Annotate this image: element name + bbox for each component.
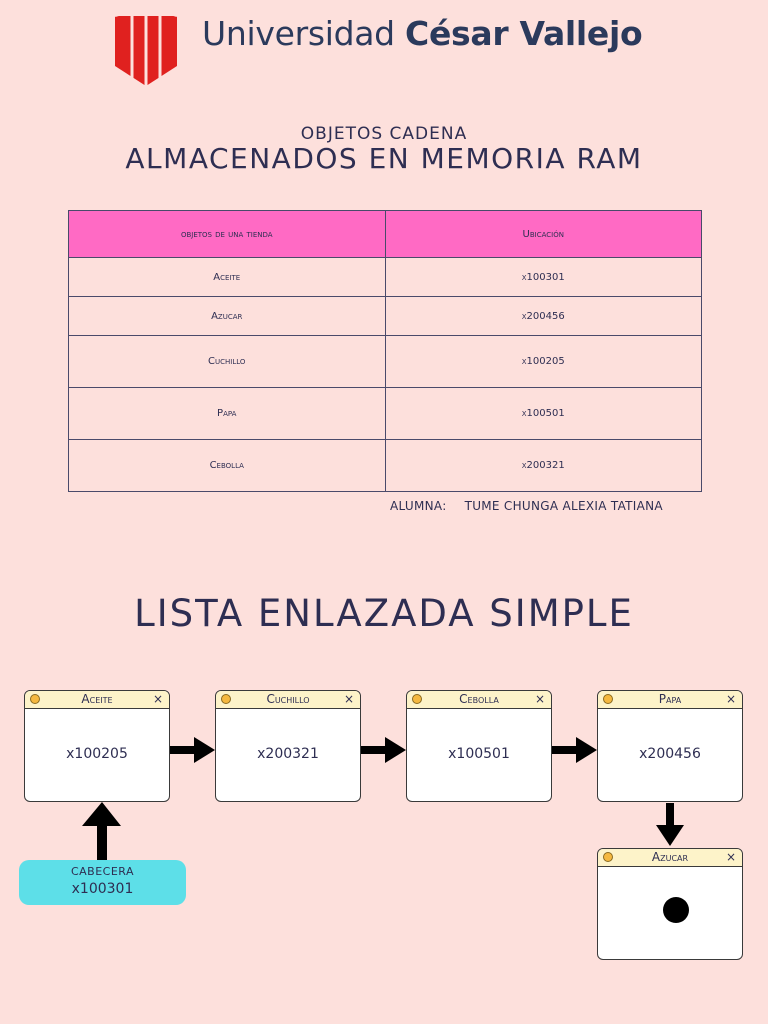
column-header-location: Ubicación bbox=[385, 211, 702, 258]
university-name bbox=[202, 14, 642, 53]
node-next-address: x200456 bbox=[639, 746, 701, 762]
table-row bbox=[69, 336, 702, 388]
null-pointer-icon bbox=[663, 897, 689, 923]
window-dot-icon bbox=[412, 694, 422, 704]
university-name-light: Universidad bbox=[202, 14, 395, 53]
node-name: Cebolla bbox=[459, 692, 499, 706]
location-cell: x100205 bbox=[385, 336, 702, 388]
list-node-azucar bbox=[597, 848, 743, 960]
node-next-address: x200321 bbox=[257, 746, 319, 762]
object-cell: Aceite bbox=[69, 258, 386, 297]
node-next-address: x100205 bbox=[66, 746, 128, 762]
list-node-cebolla bbox=[406, 690, 552, 802]
table-row bbox=[69, 388, 702, 440]
node-titlebar bbox=[598, 849, 742, 867]
head-pointer-address: x100301 bbox=[71, 881, 134, 897]
location-cell: x100301 bbox=[385, 258, 702, 297]
close-icon: × bbox=[725, 692, 736, 706]
list-node-aceite bbox=[24, 690, 170, 802]
list-node-cuchillo bbox=[215, 690, 361, 802]
arrow-down-icon bbox=[655, 803, 685, 847]
node-titlebar bbox=[25, 691, 169, 709]
window-dot-icon bbox=[603, 694, 613, 704]
node-titlebar bbox=[598, 691, 742, 709]
window-dot-icon bbox=[221, 694, 231, 704]
arrow-right-icon bbox=[361, 735, 407, 765]
node-name: Aceite bbox=[81, 692, 113, 706]
close-icon: × bbox=[725, 850, 736, 864]
location-cell: x100501 bbox=[385, 388, 702, 440]
student-label: ALUMNA: bbox=[390, 499, 447, 513]
window-dot-icon bbox=[603, 852, 613, 862]
student-credit bbox=[390, 499, 663, 513]
location-cell: x200321 bbox=[385, 440, 702, 492]
student-name: TUME CHUNGA ALEXIA TATIANA bbox=[464, 499, 663, 513]
object-cell: Azucar bbox=[69, 297, 386, 336]
objects-location-table bbox=[68, 210, 702, 492]
arrow-right-icon bbox=[170, 735, 216, 765]
arrow-right-icon bbox=[552, 735, 598, 765]
close-icon: × bbox=[152, 692, 163, 706]
object-cell: Papa bbox=[69, 388, 386, 440]
node-name: Papa bbox=[658, 692, 682, 706]
column-header-objects: objetos de una tienda bbox=[69, 211, 386, 258]
location-cell: x200456 bbox=[385, 297, 702, 336]
list-node-papa bbox=[597, 690, 743, 802]
head-pointer-cabecera bbox=[19, 860, 186, 905]
close-icon: × bbox=[534, 692, 545, 706]
table-row bbox=[69, 297, 702, 336]
close-icon: × bbox=[343, 692, 354, 706]
arrow-up-icon bbox=[82, 802, 122, 860]
node-next-address: x100501 bbox=[448, 746, 510, 762]
linked-list-title: LISTA ENLAZADA SIMPLE bbox=[134, 592, 634, 635]
object-cell: Cuchillo bbox=[69, 336, 386, 388]
memory-title: ALMACENADOS EN MEMORIA RAM bbox=[125, 142, 643, 175]
window-dot-icon bbox=[30, 694, 40, 704]
node-name: Azucar bbox=[651, 850, 689, 864]
node-name: Cuchillo bbox=[266, 692, 310, 706]
object-cell: Cebolla bbox=[69, 440, 386, 492]
head-pointer-label: CABECERA bbox=[70, 865, 135, 878]
node-titlebar bbox=[216, 691, 360, 709]
university-name-bold: César Vallejo bbox=[405, 14, 643, 53]
memory-subtitle: OBJETOS CADENA bbox=[300, 124, 468, 144]
university-logo-shield-icon bbox=[112, 10, 180, 88]
table-header-row bbox=[69, 211, 702, 258]
table-row bbox=[69, 440, 702, 492]
table-row bbox=[69, 258, 702, 297]
node-titlebar bbox=[407, 691, 551, 709]
